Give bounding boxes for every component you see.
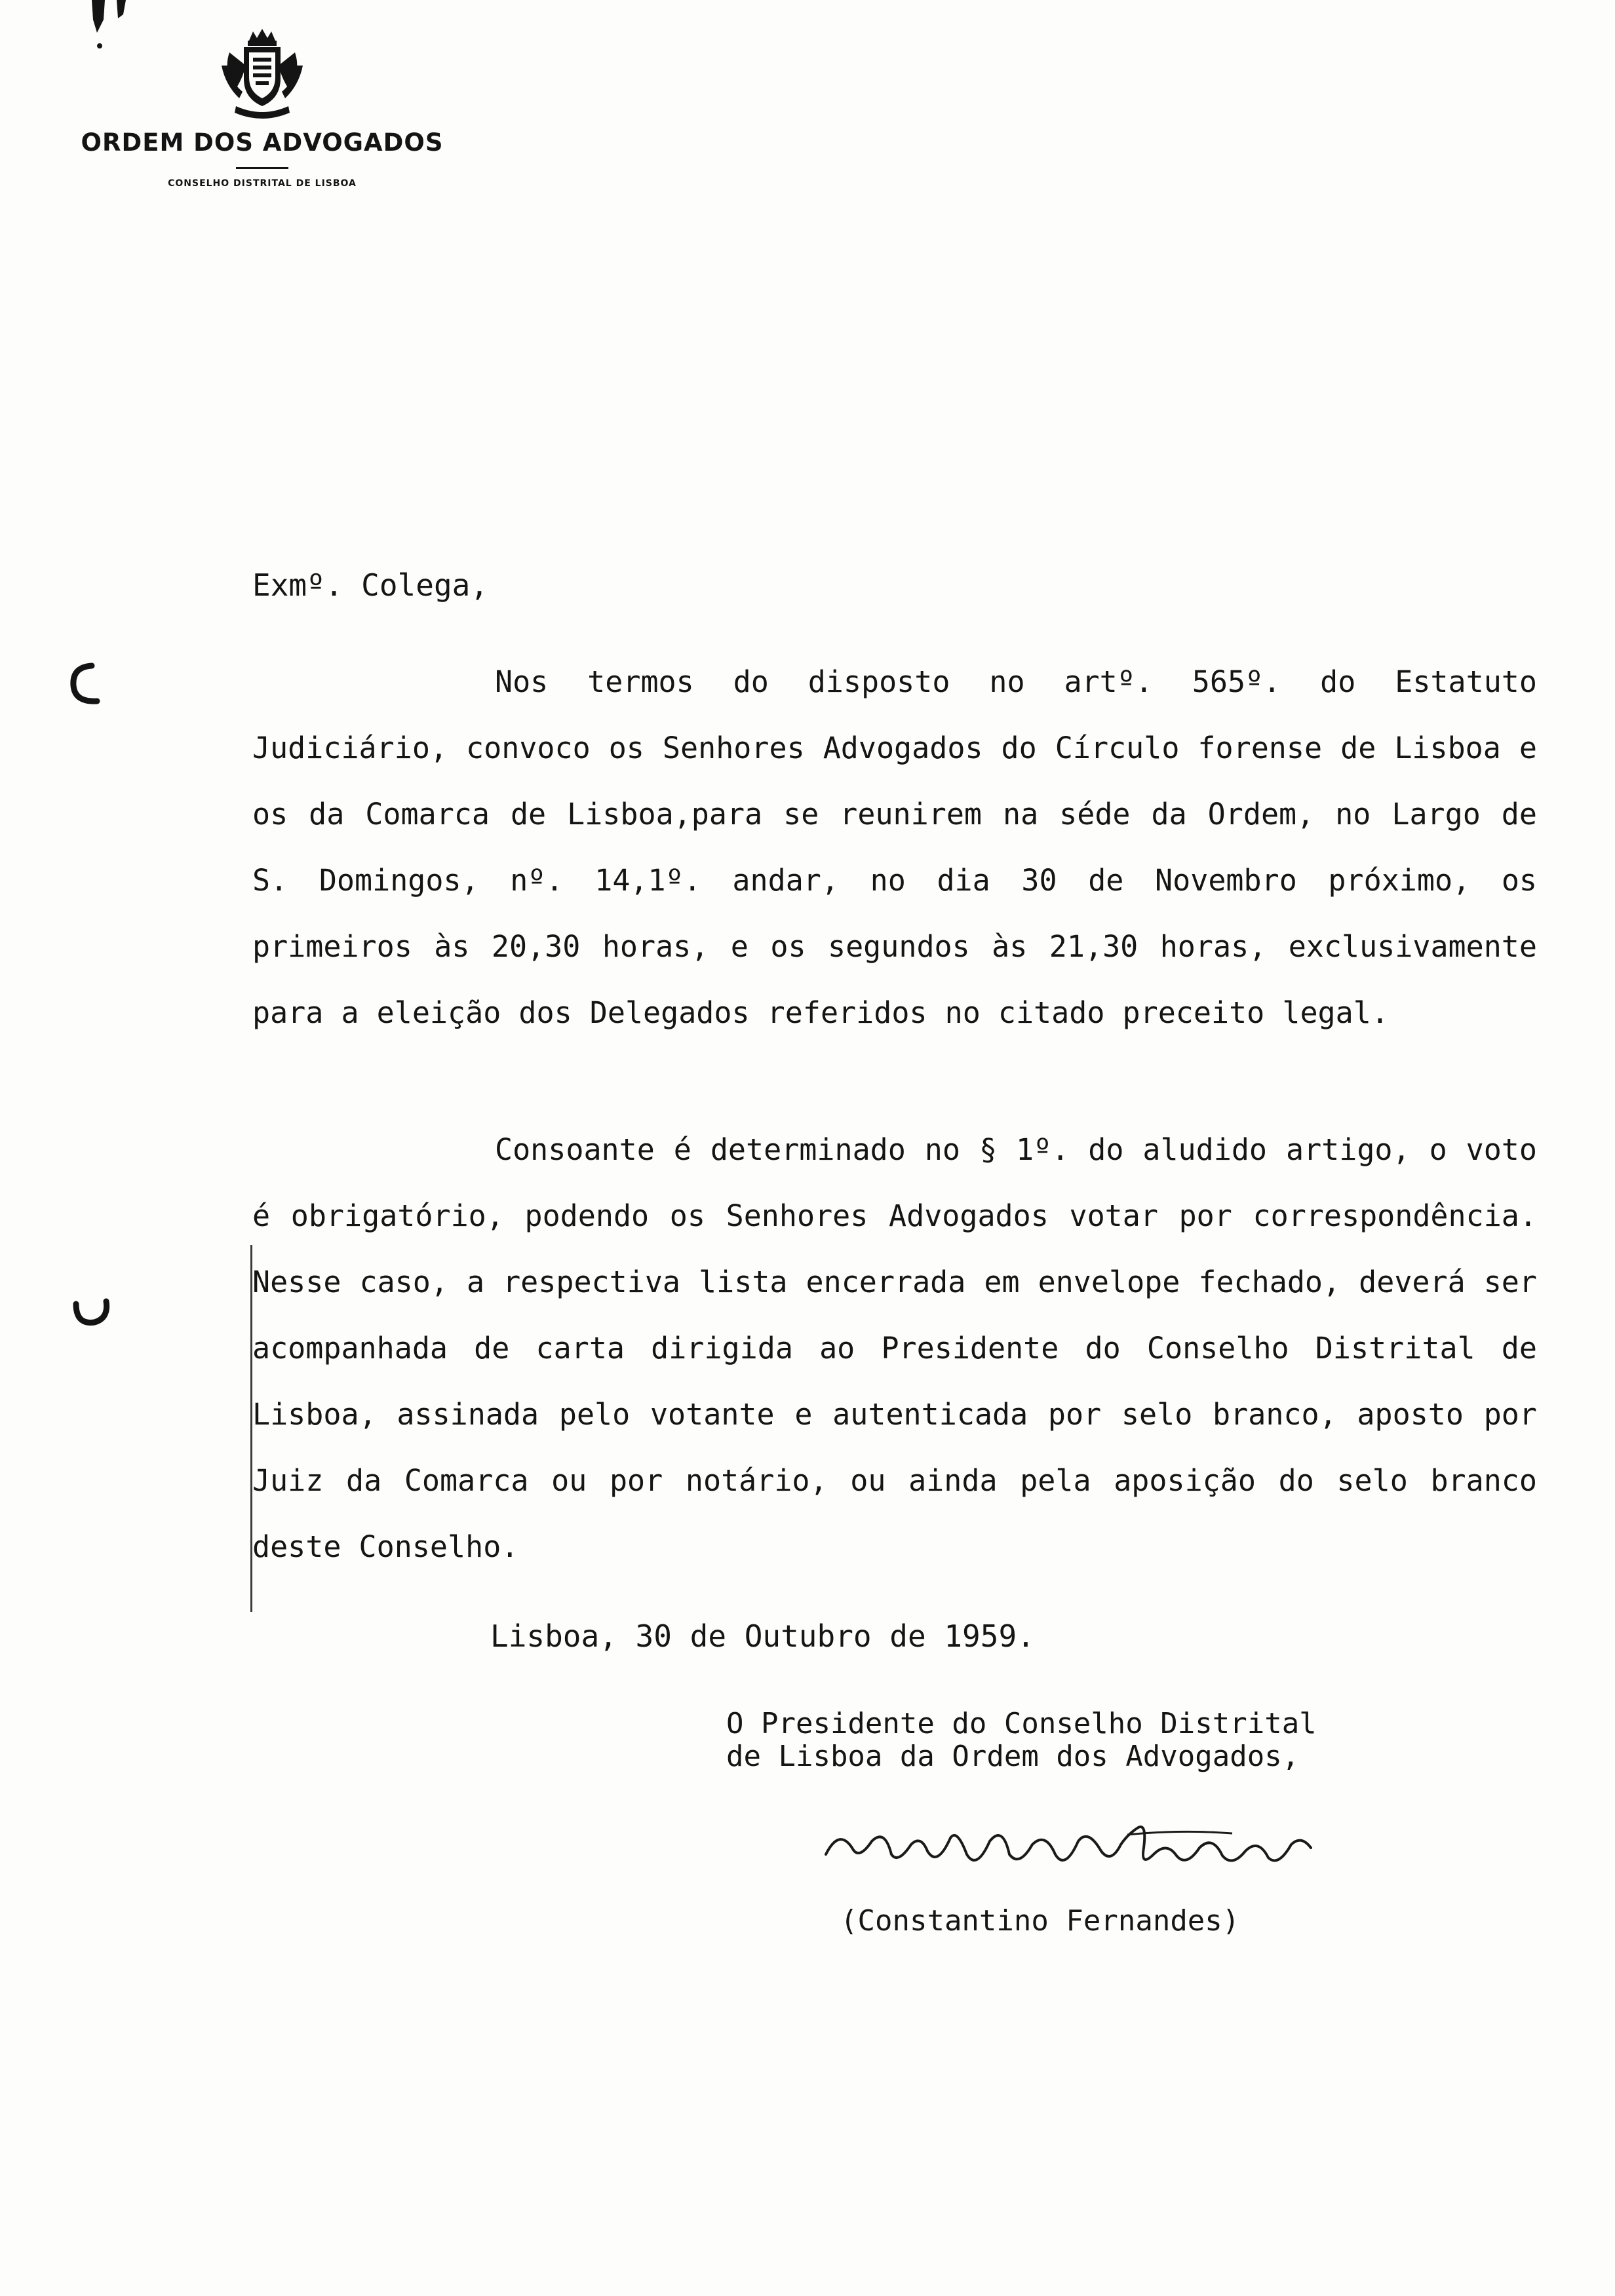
paragraph-voting: Consoante é determinado no § 1º. do aludido artigo, o voto é obrigatório, podendo os Senhores Advogados votar por correspondência. Nesse caso, a respectiva lista encerrada em envelope fechado, deverá ser acompanhada de carta dirigida ao Presidente do Conselho Distrital de Lisboa, assinada pelo votante e autenticada por selo branco, aposto por Juiz da Comarca ou por notário, ou ainda pela aposição do selo branco deste Conselho.	[252, 1132, 1537, 1564]
margin-mark-top	[66, 662, 111, 708]
signer-name: (Constantino Fernandes)	[840, 1904, 1240, 1938]
salutation: Exmº. Colega,	[252, 567, 489, 603]
date-line: Lisboa, 30 de Outubro de 1959.	[490, 1618, 1035, 1654]
organization-subtitle: CONSELHO DISTRITAL DE LISBOA	[168, 178, 357, 189]
closing-line-2: de Lisboa da Ordem dos Advogados,	[726, 1740, 1300, 1773]
coat-of-arms-icon	[216, 26, 308, 124]
closing-line-1: O Presidente do Conselho Distrital	[726, 1707, 1317, 1740]
organization-name: ORDEM DOS ADVOGADOS	[81, 128, 444, 157]
closing-block	[726, 1708, 1317, 1773]
top-ink-mark	[85, 0, 138, 59]
letterhead-divider	[236, 167, 288, 169]
handwritten-signature	[813, 1815, 1337, 1887]
paragraph-convocation: Nos termos do disposto no artº. 565º. do Estatuto Judiciário, convoco os Senhores Advogados do Círculo forense de Lisboa e os da Comarca de Lisboa,para se reunirem na séde da Ordem, no Largo de S. Domingos, nº. 14,1º. andar, no dia 30 de Novembro próximo, os primeiros às 20,30 horas, e os segundos às 21,30 horas, exclusivamente para a eleição dos Delegados referidos no citado preceito legal.	[252, 664, 1537, 1030]
margin-mark-bottom	[68, 1284, 114, 1330]
